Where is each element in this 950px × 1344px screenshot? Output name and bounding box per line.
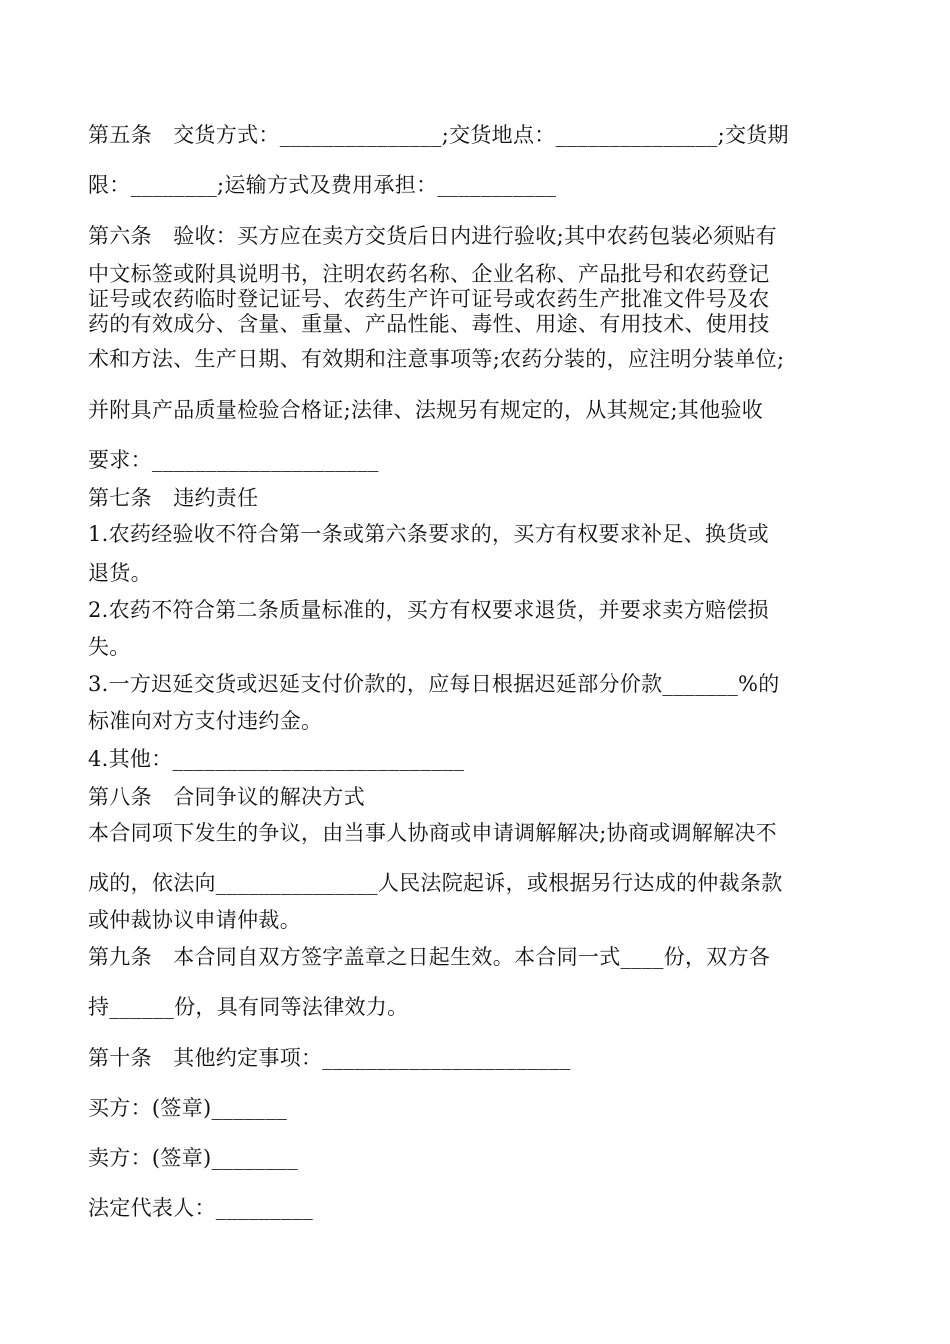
clause-7-item-4: 4.其他：___________________________ [88,747,465,771]
clause-6-line-6: 并附具产品质量检验合格证;法律、法规另有规定的，从其规定;其他验收 [88,398,764,422]
buyer-signature-line: 买方：(签章)_______ [88,1096,288,1120]
clause-7-item-1-line-2: 退货。 [88,561,152,585]
clause-5-line-2: 限：________;运输方式及费用承担：___________ [88,173,557,197]
clause-7-heading: 第七条 违约责任 [88,486,259,510]
clause-7-item-2-line-1: 2.农药不符合第二条质量标准的，买方有权要求退货，并要求卖方赔偿损 [88,598,769,622]
clause-7-item-2-line-2: 失。 [88,635,131,659]
clause-7-item-3-line-2: 标准向对方支付违约金。 [88,709,323,733]
clause-9-line-2: 持______份，具有同等法律效力。 [88,995,409,1019]
clause-6-line-4: 药的有效成分、含量、重量、产品性能、毒性、用途、有用技术、使用技 [88,312,770,336]
clause-6-line-5: 术和方法、生产日期、有效期和注意事项等;农药分装的，应注明分装单位; [88,347,785,371]
seller-signature-line: 卖方：(签章)________ [88,1146,298,1170]
clause-6-line-3: 证号或农药临时登记证号、农药生产许可证号或农药生产批准文件号及农 [88,287,770,311]
clause-6-line-2: 中文标签或附具说明书，注明农药名称、企业名称、产品批号和农药登记 [88,262,770,286]
clause-5-line-1: 第五条 交货方式：_______________;交货地点：_______________;交货期 [88,123,789,147]
clause-8-line-3: 或仲裁协议申请仲裁。 [88,908,301,932]
clause-8-heading: 第八条 合同争议的解决方式 [88,785,365,809]
clause-7-item-3-line-1: 3.一方迟延交货或迟延支付价款的，应每日根据迟延部分价款_______%的 [88,672,780,696]
clause-8-line-2: 成的，依法向_______________人民法院起诉，或根据另行达成的仲裁条款 [88,871,783,895]
clause-7-item-1-line-1: 1.农药经验收不符合第一条或第六条要求的，买方有权要求补足、换货或 [88,522,769,546]
legal-representative-line: 法定代表人：_________ [88,1196,313,1220]
clause-10-line: 第十条 其他约定事项：_______________________ [88,1046,571,1070]
clause-6-line-7: 要求：_____________________ [88,448,379,472]
clause-6-line-1: 第六条 验收：买方应在卖方交货后日内进行验收;其中农药包装必须贴有 [88,224,777,248]
clause-9-line-1: 第九条 本合同自双方签字盖章之日起生效。本合同一式____份，双方各 [88,945,771,969]
clause-8-line-1: 本合同项下发生的争议，由当事人协商或申请调解解决;协商或调解解决不 [88,821,777,845]
